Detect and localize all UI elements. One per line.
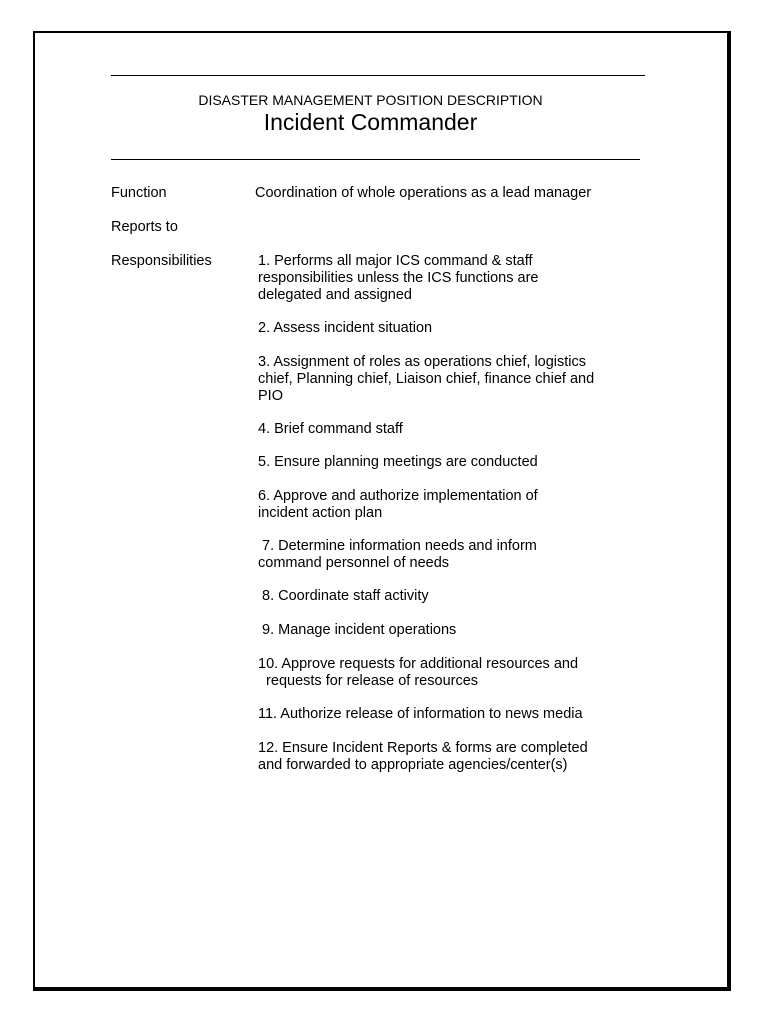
top-divider [111,75,645,76]
responsibility-line: chief, Planning chief, Liaison chief, finance chief and [258,370,595,387]
responsibility-item [258,588,638,605]
responsibility-line: command personnel of needs [258,554,450,571]
responsibility-line: 6. Approve and authorize implementation of [258,488,538,504]
responsibility-line: PIO [258,387,283,404]
responsibility-item [258,354,638,404]
responsibility-line: 2. Assess incident situation [258,320,433,336]
function-value: Coordination of whole operations as a lead manager [255,185,592,201]
responsibility-line: 8. Coordinate staff activity [258,588,429,604]
responsibility-line: requests for release of resources [258,672,479,689]
responsibility-item [258,320,638,337]
responsibility-line: 10. Approve requests for additional resources and [258,656,579,672]
document-subtitle: DISASTER MANAGEMENT POSITION DESCRIPTION [198,92,543,108]
responsibility-line: and forwarded to appropriate agencies/center(s) [258,756,568,773]
responsibility-item [258,706,638,723]
responsibility-item [258,622,638,639]
responsibility-line: 9. Manage incident operations [258,622,457,638]
responsibility-line: 12. Ensure Incident Reports & forms are completed [258,740,588,756]
responsibility-line: 5. Ensure planning meetings are conducted [258,454,538,470]
responsibility-line: 3. Assignment of roles as operations chief, logistics [258,354,587,370]
responsibility-line: 7. Determine information needs and inform [258,538,537,554]
responsibility-line: 11. Authorize release of information to news media [258,706,583,722]
responsibilities-label: Responsibilities [111,253,212,269]
responsibility-item [258,488,638,522]
responsibility-line: 1. Performs all major ICS command & staff [258,253,533,269]
responsibility-item [258,253,638,303]
responsibility-line: responsibilities unless the ICS functions are [258,269,539,286]
function-label: Function [111,185,167,201]
responsibility-item [258,421,638,438]
responsibility-item [258,740,638,774]
title-divider [111,159,640,160]
responsibility-item [258,538,638,572]
responsibility-line: incident action plan [258,504,383,521]
responsibility-item [258,656,638,690]
document-title: Incident Commander [263,109,478,135]
responsibility-line: delegated and assigned [258,286,412,303]
responsibility-line: 4. Brief command staff [258,421,403,437]
reports-to-label: Reports to [111,219,178,235]
responsibility-item [258,454,638,471]
